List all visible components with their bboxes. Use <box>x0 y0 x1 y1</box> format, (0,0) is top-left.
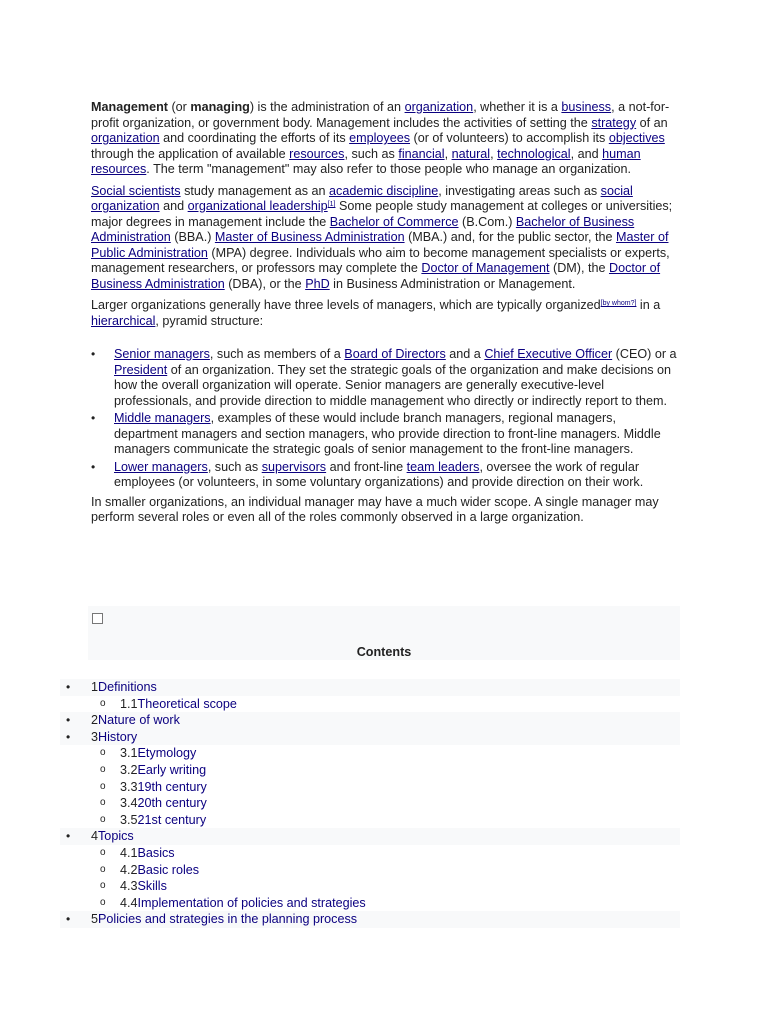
text: , investigating areas such as <box>438 183 601 198</box>
link-mba[interactable]: Master of Business Administration <box>214 230 405 244</box>
link-business[interactable]: business <box>561 100 612 114</box>
toc-title: Contents <box>356 645 412 659</box>
text: , pyramid structure: <box>155 313 264 328</box>
text: (MBA.) and, for the public sector, the <box>404 230 616 244</box>
text: (CEO) or a <box>612 347 677 361</box>
text: , such as <box>344 146 399 161</box>
circle-bullet-icon: o <box>100 747 106 759</box>
toc-label[interactable]: 20th century <box>137 796 207 811</box>
text: (DBA), or the <box>224 276 306 291</box>
toc-item-3[interactable] <box>60 729 680 746</box>
link-senior-managers[interactable]: Senior managers <box>114 347 210 361</box>
link-employees[interactable]: employees <box>349 131 411 145</box>
toc-item-3-1[interactable] <box>60 745 680 762</box>
link-supervisors[interactable]: supervisors <box>261 459 327 474</box>
text: of an <box>636 115 668 130</box>
toc-item-3-2[interactable] <box>60 762 680 779</box>
toc-item-1-1[interactable] <box>60 696 680 713</box>
toc-number: 3 <box>91 729 99 744</box>
circle-bullet-icon: o <box>100 880 106 892</box>
link-president[interactable]: President <box>114 362 168 377</box>
toc-item-5[interactable] <box>60 911 680 928</box>
circle-bullet-icon: o <box>100 697 106 709</box>
link-resources[interactable]: resources <box>289 146 345 161</box>
link-dba[interactable]: Doctor of Business Administration <box>91 261 661 291</box>
link-organization[interactable]: organization <box>404 100 474 114</box>
toc-toggle-checkbox[interactable] <box>92 613 103 624</box>
circle-bullet-icon: o <box>100 780 106 792</box>
link-strategy[interactable]: strategy <box>591 115 637 130</box>
bullet-icon: • <box>66 912 71 927</box>
bullet-icon: • <box>66 680 71 694</box>
citation-by-whom[interactable]: [by whom?] <box>600 300 637 307</box>
text: Some people study management at colleges or universities; major degrees in management include the <box>91 199 673 229</box>
term-management: Management <box>91 100 168 114</box>
toc-label[interactable]: Topics <box>98 829 134 844</box>
text: Larger organizations generally have three levels of managers, which are typically organized <box>91 298 601 312</box>
toc-item-3-4[interactable] <box>60 795 680 812</box>
text: . The term "management" may also refer to those people who manage an organization. <box>146 162 632 176</box>
text: , such as members of a <box>209 347 345 361</box>
intro-paragraph <box>91 100 679 178</box>
toc-number: 3.2 <box>120 762 138 777</box>
link-middle-managers[interactable]: Middle managers <box>114 411 211 425</box>
link-social-scientists[interactable]: Social scientists <box>91 183 181 198</box>
toc-label[interactable]: 21st century <box>137 812 207 827</box>
toc-item-4-1[interactable] <box>60 845 680 862</box>
link-social-organization[interactable]: social organization <box>91 183 633 213</box>
circle-bullet-icon: o <box>100 797 106 809</box>
text: , <box>444 146 452 161</box>
term-managing: managing <box>190 100 250 114</box>
toc-item-4-2[interactable] <box>60 862 680 879</box>
text: (BBA.) <box>170 230 215 244</box>
toc-number: 2 <box>91 713 99 728</box>
text: in Business Administration or Management. <box>329 276 576 291</box>
circle-bullet-icon: o <box>100 813 106 825</box>
toc-number: 3.5 <box>120 812 138 827</box>
text: and <box>159 199 188 213</box>
toc-list <box>60 679 680 928</box>
link-doctor-of-management[interactable]: Doctor of Management <box>421 261 550 275</box>
toc-number: 4.4 <box>120 895 138 910</box>
text: (or of volunteers) to accomplish its <box>410 131 609 145</box>
toc-label[interactable]: 19th century <box>137 779 207 794</box>
toc-label[interactable]: Basic roles <box>137 862 200 877</box>
toc-number: 3.3 <box>120 779 138 794</box>
link-bba[interactable]: Bachelor of Business Administration <box>91 214 635 244</box>
toc-label[interactable]: Early writing <box>137 762 207 777</box>
toc-item-1[interactable] <box>60 679 680 696</box>
toc-number: 1.1 <box>120 696 138 711</box>
text: (MPA) degree. Individuals who aim to become management specialists or experts, management researchers, or professors may complete the <box>91 245 670 275</box>
link-natural[interactable]: natural <box>451 146 491 161</box>
link-team-leaders[interactable]: team leaders <box>406 459 480 474</box>
toc-number: 3.1 <box>120 746 138 761</box>
toc-label[interactable]: Implementation of policies and strategies <box>137 895 366 910</box>
list-item-lower <box>91 460 679 491</box>
link-mpa[interactable]: Master of Public Administration <box>91 230 669 260</box>
manager-levels-list <box>91 347 679 491</box>
list-item-senior <box>91 347 679 409</box>
text: through the application of available <box>91 146 290 161</box>
link-organization-2[interactable]: organization <box>91 131 160 145</box>
link-academic-discipline[interactable]: academic discipline <box>329 183 439 198</box>
toc-item-2[interactable] <box>60 712 680 729</box>
toc-item-3-3[interactable] <box>60 779 680 796</box>
circle-bullet-icon: o <box>100 846 106 858</box>
text: study management as an <box>180 183 330 198</box>
text: , <box>490 146 498 161</box>
toc-label[interactable]: Basics <box>137 845 175 860</box>
circle-bullet-icon: o <box>100 896 106 908</box>
article-body <box>91 100 679 532</box>
link-board-of-directors[interactable]: Board of Directors <box>344 347 446 361</box>
text: (B.Com.) <box>458 214 516 229</box>
bullet-icon: • <box>66 829 71 844</box>
toc-label[interactable]: Nature of work <box>98 713 180 728</box>
text: (DM), the <box>549 261 609 275</box>
text: of an organization. They set the strategic goals of the organization and make decisions on how the overall organization will operate. Senior managers are generally executive-level professionals, and provide direction to middle management who directly or indirectly report to them. <box>114 362 672 408</box>
list-item-middle <box>91 411 679 458</box>
circle-bullet-icon: o <box>100 763 106 775</box>
toc-header <box>88 606 680 660</box>
link-objectives[interactable]: objectives <box>608 131 665 145</box>
toc-item-4-4[interactable] <box>60 895 680 912</box>
text: and a <box>445 347 485 361</box>
text: , whether it is a <box>473 100 562 114</box>
toc-label[interactable]: Skills <box>137 879 167 894</box>
toc-label[interactable]: Policies and strategies in the planning process <box>98 912 358 927</box>
smaller-orgs-paragraph <box>91 495 679 526</box>
toc-item-4-3[interactable] <box>60 878 680 895</box>
toc-label[interactable]: History <box>98 729 138 744</box>
toc-number: 5 <box>91 912 99 927</box>
citation-1[interactable]: [1] <box>327 201 336 208</box>
toc-number: 1 <box>91 680 99 694</box>
bullet-icon: • <box>66 729 71 744</box>
link-organizational-leadership[interactable]: organizational leadership <box>187 199 328 213</box>
toc-number: 4.3 <box>120 879 138 894</box>
link-hierarchical[interactable]: hierarchical <box>91 313 156 328</box>
text: and front-line <box>326 459 407 474</box>
study-paragraph <box>91 184 679 293</box>
text: (or <box>167 100 191 114</box>
bullet-icon: • <box>66 713 71 728</box>
text: , oversee the work of regular employees (or volunteers, in some voluntary organizations) and provide direction on their work. <box>114 459 644 489</box>
text: in a <box>636 298 661 312</box>
toc-item-4[interactable] <box>60 828 680 845</box>
text: ) is the administration of an <box>249 100 405 114</box>
text: , such as <box>207 459 262 474</box>
toc-label[interactable]: Theoretical scope <box>137 696 237 711</box>
link-financial[interactable]: financial <box>398 146 445 161</box>
link-lower-managers[interactable]: Lower managers <box>114 459 208 474</box>
text: , examples of these would include branch managers, regional managers, department managers and section managers, who provide direction to front-line managers. Middle managers communicate the strategic goals of senior management to the front-line managers. <box>114 411 661 456</box>
link-ceo[interactable]: Chief Executive Officer <box>484 347 613 361</box>
text: , a not-for-profit organization, or government body. Management includes the activities of setting the <box>91 100 670 130</box>
toc-label[interactable]: Etymology <box>137 746 197 761</box>
toc-number: 3.4 <box>120 796 138 811</box>
link-technological[interactable]: technological <box>497 146 571 161</box>
levels-intro-paragraph <box>91 298 679 329</box>
toc-label[interactable]: Definitions <box>98 680 157 694</box>
toc-number: 4.2 <box>120 862 138 877</box>
toc-number: 4.1 <box>120 845 138 860</box>
toc-item-3-5[interactable] <box>60 812 680 829</box>
text: and coordinating the efforts of its <box>159 131 350 145</box>
circle-bullet-icon: o <box>100 863 106 875</box>
text: , and <box>570 146 603 161</box>
link-bachelor-of-commerce[interactable]: Bachelor of Commerce <box>329 214 459 229</box>
text: In smaller organizations, an individual manager may have a much wider scope. A single manager may perform several roles or even all of the roles commonly observed in a large organization. <box>91 494 659 524</box>
toc-number: 4 <box>91 829 99 844</box>
link-phd[interactable]: PhD <box>305 276 330 291</box>
link-human-resources[interactable]: human resources <box>91 146 641 176</box>
